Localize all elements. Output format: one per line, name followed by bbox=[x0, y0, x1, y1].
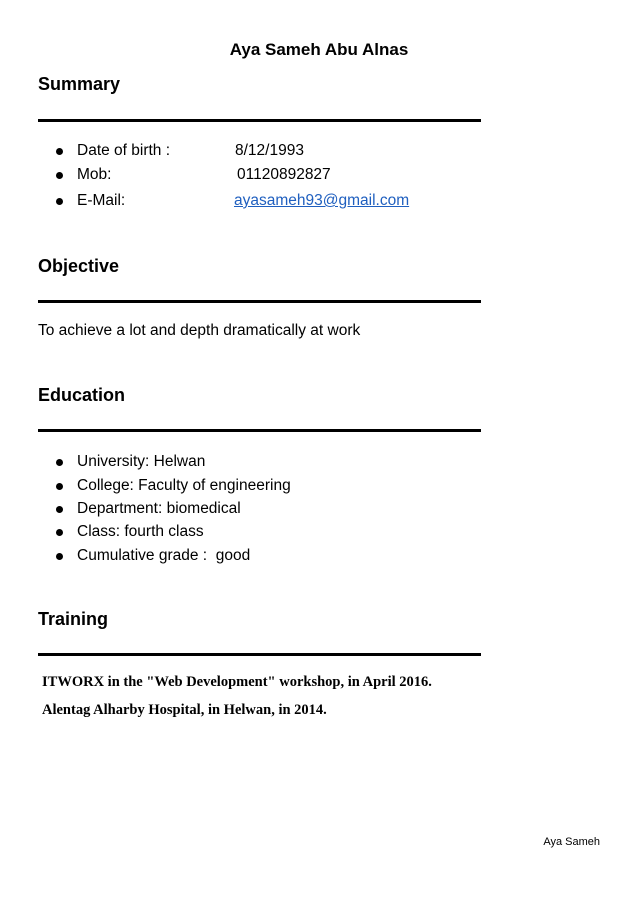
bullet-icon bbox=[56, 506, 63, 513]
education-item-text: Cumulative grade : good bbox=[77, 547, 251, 564]
education-item-text: College: Faculty of engineering bbox=[77, 477, 291, 494]
summary-value: 8/12/1993 bbox=[235, 142, 304, 159]
page-title: Aya Sameh Abu Alnas bbox=[229, 40, 409, 59]
email-link[interactable]: ayasameh93@gmail.com bbox=[234, 192, 410, 209]
education-item-text: Department: biomedical bbox=[77, 500, 241, 517]
training-divider bbox=[38, 653, 481, 656]
education-heading: Education bbox=[38, 385, 126, 405]
bullet-icon bbox=[56, 172, 63, 179]
education-divider bbox=[38, 429, 481, 432]
education-item-text: University: Helwan bbox=[77, 453, 206, 470]
objective-text: To achieve a lot and depth dramatically at work bbox=[38, 322, 361, 339]
training-item: ITWORX in the "Web Development" workshop, in April 2016. bbox=[42, 674, 432, 690]
objective-divider bbox=[38, 300, 481, 303]
bullet-icon bbox=[56, 483, 63, 490]
bullet-icon bbox=[56, 148, 63, 155]
objective-heading: Objective bbox=[38, 256, 120, 276]
bullet-icon bbox=[56, 553, 63, 560]
summary-label: Date of birth : bbox=[77, 142, 171, 159]
training-item: Alentag Alharby Hospital, in Helwan, in 2014. bbox=[42, 702, 327, 718]
bullet-icon bbox=[56, 198, 63, 205]
footer-author: Aya Sameh bbox=[543, 836, 600, 848]
summary-divider bbox=[38, 119, 481, 122]
summary-value: 01120892827 bbox=[237, 166, 331, 183]
bullet-icon bbox=[56, 529, 63, 536]
education-item-text: Class: fourth class bbox=[77, 523, 204, 540]
summary-label: Mob: bbox=[77, 166, 112, 183]
training-heading: Training bbox=[38, 609, 109, 629]
bullet-icon bbox=[56, 459, 63, 466]
summary-heading: Summary bbox=[38, 74, 121, 94]
summary-label: E-Mail: bbox=[77, 192, 126, 209]
